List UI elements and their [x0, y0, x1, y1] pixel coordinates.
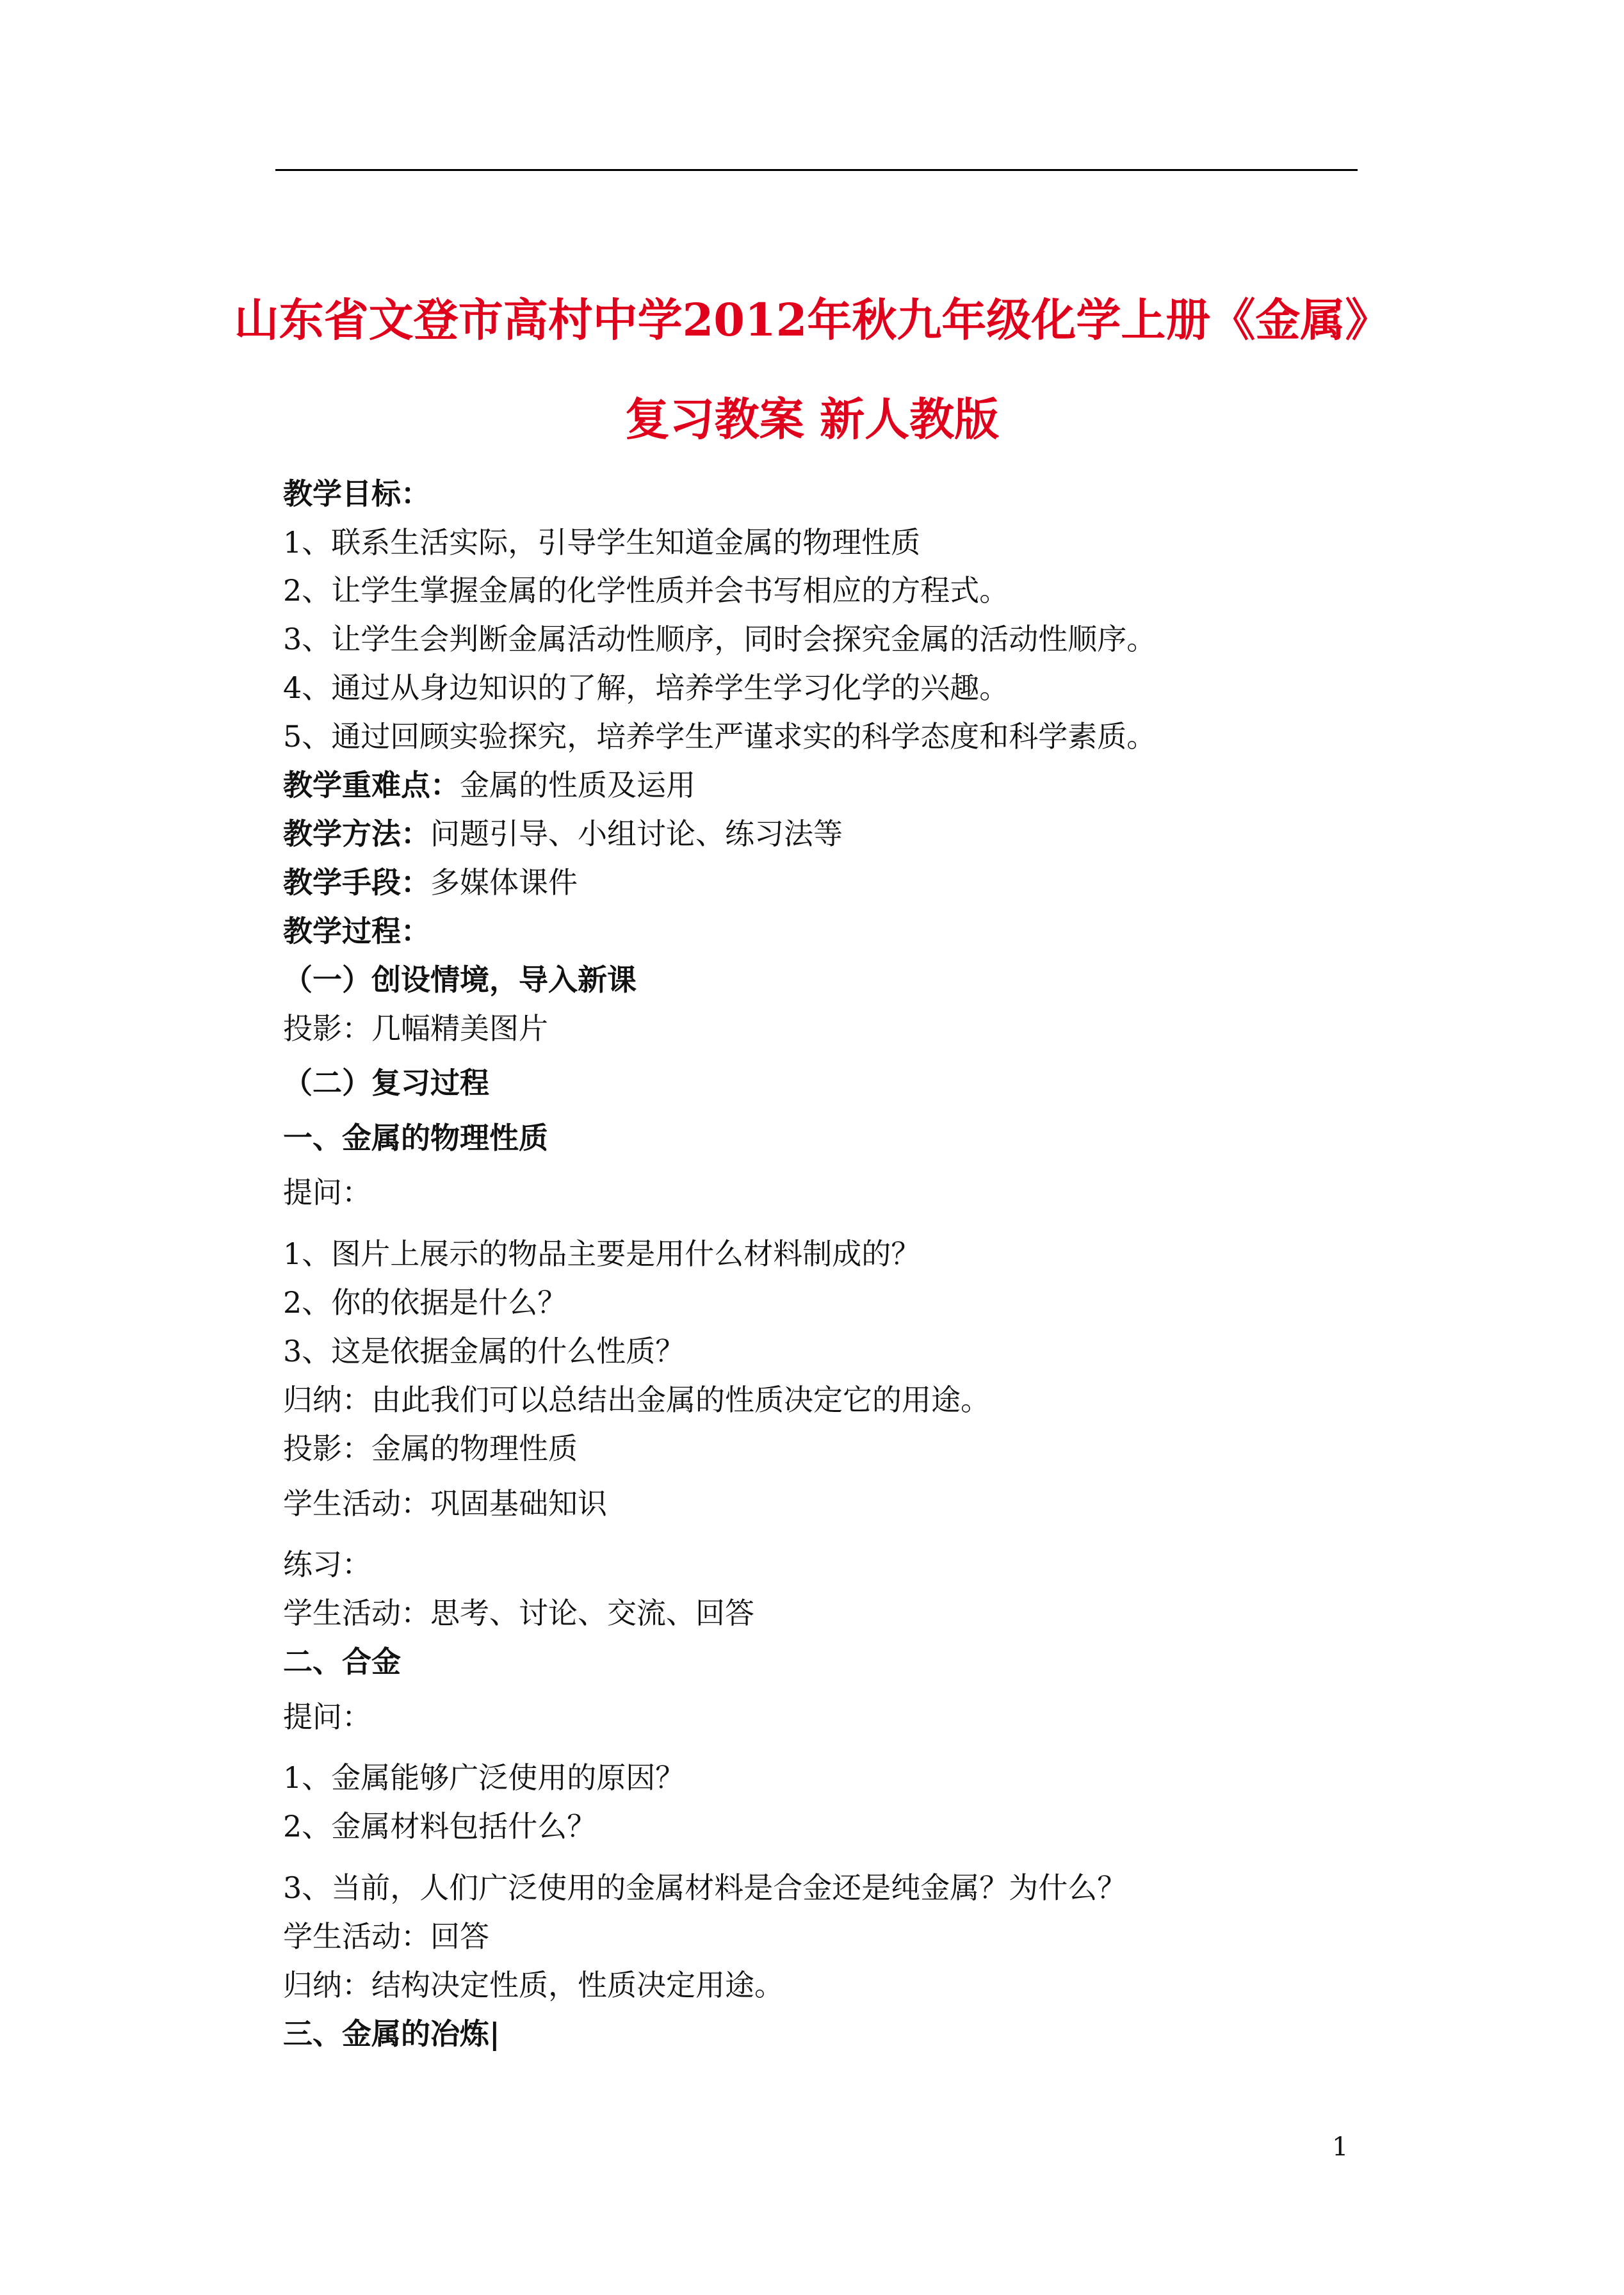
- text-line: [283, 865, 578, 900]
- line-label: 教学方法：: [283, 816, 430, 851]
- text-line: [283, 1760, 685, 1795]
- text-line: [283, 1385, 990, 1415]
- line-label: （一）创设情境，导入新课: [283, 962, 637, 997]
- text-line: [283, 1598, 754, 1628]
- text-line: [283, 1970, 784, 2000]
- line-text: 提问：: [283, 1699, 371, 1734]
- line-text: 学生活动：巩固基础知识: [283, 1486, 607, 1521]
- line-label: （二）复习过程: [283, 1066, 489, 1100]
- text-line: [283, 1644, 401, 1679]
- line-text: 3、当前，人们广泛使用的金属材料是合金还是纯金属？为什么？: [283, 1870, 1127, 1905]
- line-text: 投影：金属的物理性质: [283, 1431, 578, 1466]
- text-line: [283, 2016, 500, 2051]
- line-text: 多媒体课件: [430, 865, 578, 900]
- text-line: [283, 1285, 567, 1320]
- text-line: [283, 719, 1157, 754]
- text-line: [283, 1431, 578, 1466]
- line-text: 1、图片上展示的物品主要是用什么材料制成的？: [283, 1237, 921, 1271]
- line-text: 归纳：由此我们可以总结出金属的性质决定它的用途。: [283, 1383, 990, 1417]
- line-text: 学生活动：思考、讨论、交流、回答: [283, 1596, 754, 1630]
- text-line: [283, 1870, 1127, 1905]
- line-text: 金属的性质及运用: [460, 768, 695, 802]
- line-text: 提问：: [283, 1175, 371, 1210]
- line-label: 一、金属的物理性质: [283, 1121, 548, 1155]
- line-text: 问题引导、小组讨论、练习法等: [430, 816, 843, 851]
- text-line: [283, 1547, 371, 1582]
- line-label: 教学目标：: [283, 476, 430, 511]
- text-line: [283, 1068, 489, 1098]
- text-line: [283, 670, 1009, 705]
- line-text: 1、金属能够广泛使用的原因？: [283, 1760, 685, 1795]
- text-line: [283, 1239, 920, 1269]
- line-text: 3、让学生会判断金属活动性顺序，同时会探究金属的活动性顺序。: [283, 622, 1157, 656]
- line-text: 2、你的依据是什么？: [283, 1285, 567, 1320]
- text-line: [283, 1919, 489, 1954]
- line-text: 4、通过从身边知识的了解，培养学生学习化学的兴趣。: [283, 670, 1009, 705]
- page-number: 1: [1332, 2132, 1349, 2162]
- header-rule: [275, 169, 1358, 171]
- line-text: 学生活动：回答: [283, 1919, 489, 1954]
- line-label: 三、金属的冶炼|: [283, 2016, 500, 2051]
- text-line: [283, 1336, 685, 1366]
- line-text: 2、让学生掌握金属的化学性质并会书写相应的方程式。: [283, 573, 1009, 608]
- line-label: 教学重难点：: [283, 768, 460, 802]
- text-line: [283, 1123, 548, 1153]
- line-text: 5、通过回顾实验探究，培养学生严谨求实的科学态度和科学素质。: [283, 719, 1157, 754]
- text-line: [283, 624, 1156, 654]
- text-line: [283, 1809, 597, 1844]
- line-text: 归纳：结构决定性质，性质决定用途。: [283, 1968, 784, 2002]
- text-line: [283, 476, 430, 511]
- line-text: 1、联系生活实际，引导学生知道金属的物理性质: [283, 525, 921, 560]
- text-line: [283, 916, 430, 946]
- text-line: [283, 573, 1009, 608]
- text-line: [283, 816, 843, 851]
- line-text: 投影：几幅精美图片: [283, 1011, 548, 1046]
- line-text: 3、这是依据金属的什么性质？: [283, 1334, 685, 1368]
- text-line: [283, 1011, 548, 1046]
- line-text: 练习：: [283, 1547, 371, 1582]
- text-line: [283, 770, 695, 800]
- text-line: [283, 1699, 371, 1734]
- line-text: 2、金属材料包括什么？: [283, 1809, 597, 1844]
- line-label: 教学过程：: [283, 914, 430, 948]
- text-line: [283, 1486, 607, 1521]
- document-title-line-2: 复习教案 新人教版: [624, 393, 1000, 446]
- line-label: 二、合金: [283, 1644, 401, 1679]
- line-label: 教学手段：: [283, 865, 430, 900]
- text-line: [283, 962, 637, 997]
- text-line: [283, 1175, 371, 1210]
- text-line: [283, 525, 921, 560]
- document-title-line-1: 山东省文登市高村中学2012年秋九年级化学上册《金属》: [234, 293, 1390, 346]
